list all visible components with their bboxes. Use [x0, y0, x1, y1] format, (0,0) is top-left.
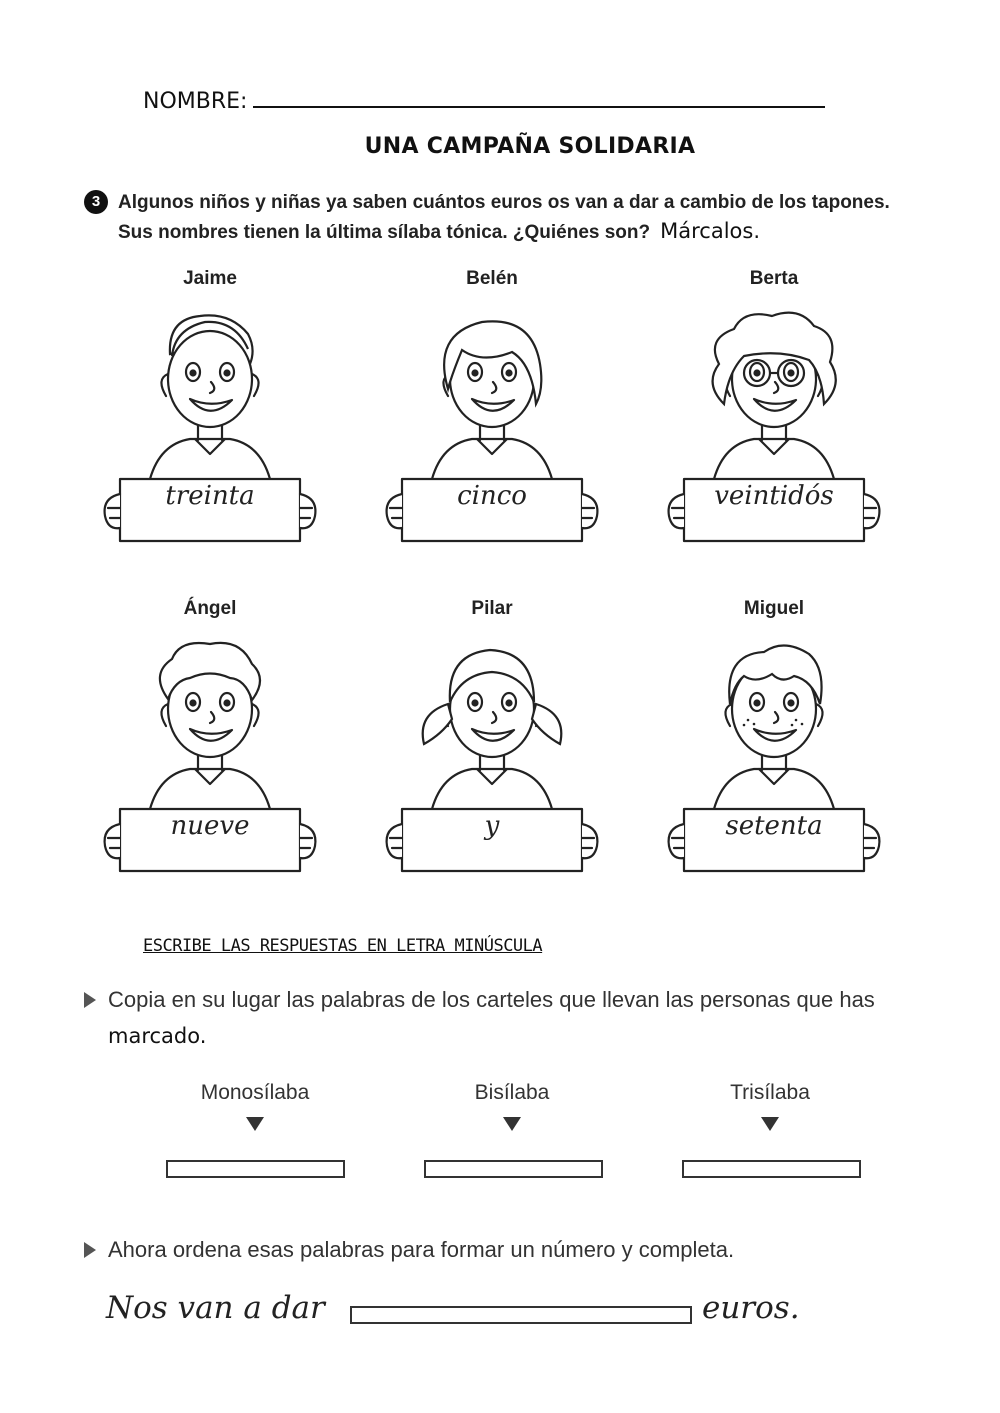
answer-box-number[interactable] [350, 1306, 692, 1324]
name-input-line[interactable] [253, 86, 825, 108]
column-label-bisilaba: Bisílaba [474, 1081, 550, 1104]
name-field-row [143, 86, 825, 114]
kid-drawing [644, 294, 904, 554]
sign-word: y [484, 811, 500, 841]
kid-card-jaime[interactable] [80, 268, 340, 568]
name-label: NOMBRE: [143, 89, 248, 114]
kid-name: Jaime [183, 268, 237, 289]
kid-drawing [80, 294, 340, 554]
question-body: Algunos niños y niñas ya saben cuántos euros os van a dar a cambio de los tapones. Sus nombres tienen la última sílaba tónica. ¿Quiénes son? [118, 192, 890, 243]
kid-card-berta[interactable] [644, 268, 904, 568]
kid-name: Belén [466, 268, 518, 289]
sign-word: cinco [457, 481, 527, 511]
down-triangle-icon [246, 1117, 264, 1131]
sentence-start: Nos van a dar [106, 1290, 325, 1326]
kid-drawing [362, 624, 622, 884]
kid-card-angel[interactable] [80, 598, 340, 898]
kid-drawing [362, 294, 622, 554]
sign-word: treinta [165, 481, 255, 511]
bullet-arrow-icon [84, 992, 96, 1008]
answer-box-trisilaba[interactable] [682, 1160, 861, 1178]
part1-extra: marcado. [108, 1024, 207, 1048]
part2-text: Ahora ordena esas palabras para formar un número y completa. [108, 1237, 735, 1262]
kid-drawing [80, 624, 340, 884]
column-label-monosilaba: Monosílaba [200, 1081, 310, 1104]
kid-card-belen[interactable] [362, 268, 622, 568]
column-label-trisilaba: Trisílaba [730, 1081, 810, 1104]
down-triangle-icon [761, 1117, 779, 1131]
page-title: UNA CAMPAÑA SOLIDARIA [364, 134, 696, 159]
part1-body: Copia en su lugar las palabras de los carteles que llevan las personas que has [108, 987, 875, 1012]
kid-card-pilar[interactable] [362, 598, 622, 898]
part1-text [108, 982, 928, 1054]
answer-box-monosilaba[interactable] [166, 1160, 345, 1178]
question-number-badge: 3 [84, 190, 108, 214]
answer-box-bisilaba[interactable] [424, 1160, 603, 1178]
kid-name: Ángel [183, 598, 237, 619]
sign-word: veintidós [714, 481, 834, 511]
kid-name: Berta [749, 268, 799, 289]
sentence-end: euros. [702, 1290, 800, 1326]
kid-name: Pilar [471, 598, 513, 619]
sign-word: setenta [725, 811, 823, 841]
instruction-text: ESCRIBE LAS RESPUESTAS EN LETRA MINÚSCULA [143, 936, 543, 956]
question-extra: Márcalos. [660, 219, 760, 243]
sign-word: nueve [170, 811, 250, 841]
down-triangle-icon [503, 1117, 521, 1131]
bullet-arrow-icon [84, 1242, 96, 1258]
question-text [118, 188, 918, 247]
kid-name: Miguel [743, 598, 805, 619]
kid-drawing [644, 624, 904, 884]
kid-card-miguel[interactable] [644, 598, 904, 898]
